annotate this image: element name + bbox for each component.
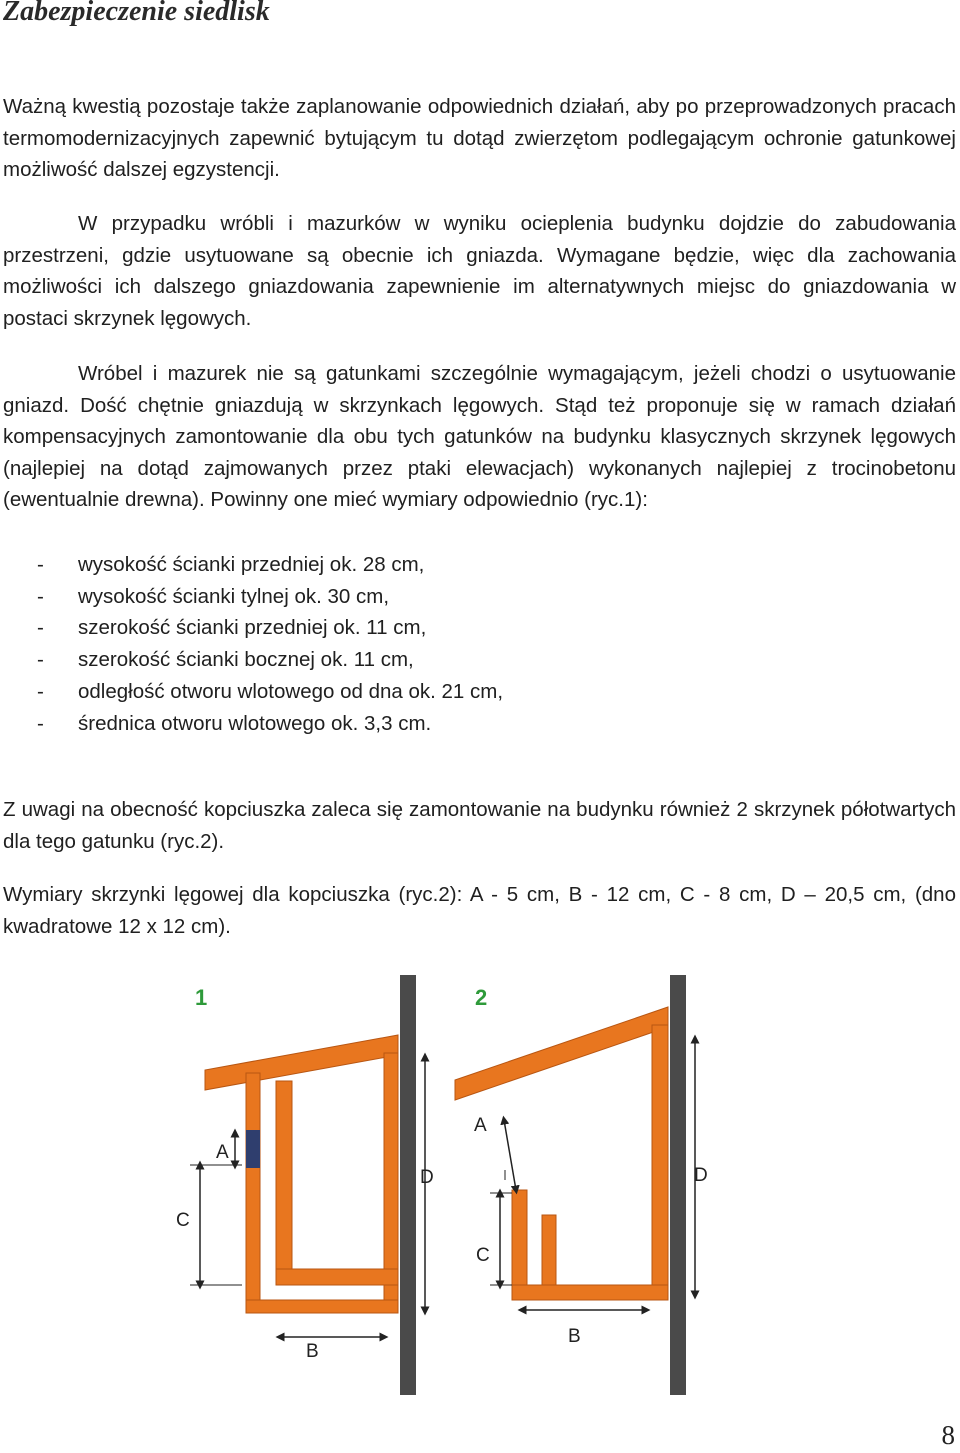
dimensions-list [3, 549, 903, 739]
fig2-label-b: B [568, 1326, 581, 1347]
list-item: - odległość otworu wlotowego od dna ok. 21 cm, [37, 679, 504, 703]
fig2-label-a: A [474, 1115, 487, 1136]
list-item: - średnica otworu wlotowego ok. 3,3 cm. [37, 711, 432, 735]
wall-1 [400, 975, 416, 1395]
paragraph-redstart-dimensions: Wymiary skrzynki lęgowej dla kopciuszka (ryc.2): A - 5 cm, B - 12 cm, C - 8 cm, D – 20,5 cm, (dno kwadratowe 12 x 12 cm). [3, 883, 956, 938]
fig1-label-a: A [216, 1142, 229, 1163]
list-item: - wysokość ścianki przedniej ok. 28 cm, [37, 553, 425, 576]
figure-1-closed-nest-box [176, 975, 434, 1395]
roof-2 [455, 1007, 668, 1100]
roof-1 [205, 1035, 398, 1090]
side-wall-1 [276, 1081, 292, 1269]
page-number: 8 [941, 1420, 955, 1450]
list-item: - wysokość ścianki tylnej ok. 30 cm, [37, 584, 390, 608]
back-wall-2 [652, 1025, 668, 1300]
section-title: Zabezpieczenie siedlisk [3, 0, 270, 27]
list-item: - szerokość ścianki bocznej ok. 11 cm, [37, 648, 414, 672]
fig2-label-c: C [476, 1245, 490, 1266]
entrance-hole-1 [246, 1130, 260, 1168]
paragraph-sparrows: W przypadku wróbli i mazurków w wyniku ocieplenia budynku dojdzie do zabudowania przestrzeni, gdzie usytuowane są obecnie ich gniazda. Wymagane będzie, więc dla zachowania możliwości ich dalszego gniazdowania zapewnienie im alternatywnych miejsc do gniazdowania w postaci skrzynek lęgowych. [3, 212, 956, 330]
figure-1-number: 1 [195, 985, 208, 1010]
floor-1 [276, 1269, 398, 1285]
front-wall-1 [246, 1073, 260, 1313]
front-wall-2 [512, 1190, 527, 1300]
floor-2 [512, 1285, 668, 1300]
paragraph-intro: Ważną kwestią pozostaje także zaplanowanie odpowiednich działań, aby po przeprowadzonych pracach termomodernizacyjnych zapewnić bytującym tu dotąd zwierzętom podlegającym ochronie gatunkowej możliwość dalszej egzystencji. [3, 95, 956, 181]
nest-box-diagrams [130, 965, 780, 1405]
list-item: - szerokość ścianki przedniej ok. 11 cm, [37, 616, 427, 640]
bottom-1 [246, 1300, 398, 1313]
fig2-label-d: D [694, 1165, 708, 1186]
inner-wall-2 [542, 1215, 556, 1285]
wall-2 [670, 975, 686, 1395]
fig1-label-d: D [420, 1167, 434, 1188]
paragraph-redstart: Z uwagi na obecność kopciuszka zaleca się zamontowanie na budynku również 2 skrzynek półotwartych dla tego gatunku (ryc.2). [3, 798, 956, 853]
figure-2-open-nest-box [452, 975, 708, 1405]
fig1-label-c: C [176, 1210, 190, 1231]
paragraph-nest-boxes: Wróbel i mazurek nie są gatunkami szczególnie wymagającym, jeżeli chodzi o usytuowanie gniazd. Dość chętnie gniazdują w skrzynkach lęgowych. Stąd też proponuje się w ramach działań kompensacyjnych zamontowanie dla obu tych gatunków na budynku klasycznych skrzynek lęgowych (najlepiej na dotąd zajmowanych przez ptaki elewacjach) wykonanych najlepiej z trocinobetonu (ewentualnie drewna). Powinny one mieć wymiary odpowiednio (ryc.1): [3, 362, 956, 511]
figure-2-number: 2 [475, 985, 488, 1010]
fig2-dimension-a [504, 1120, 516, 1190]
fig1-label-b: B [306, 1341, 319, 1362]
